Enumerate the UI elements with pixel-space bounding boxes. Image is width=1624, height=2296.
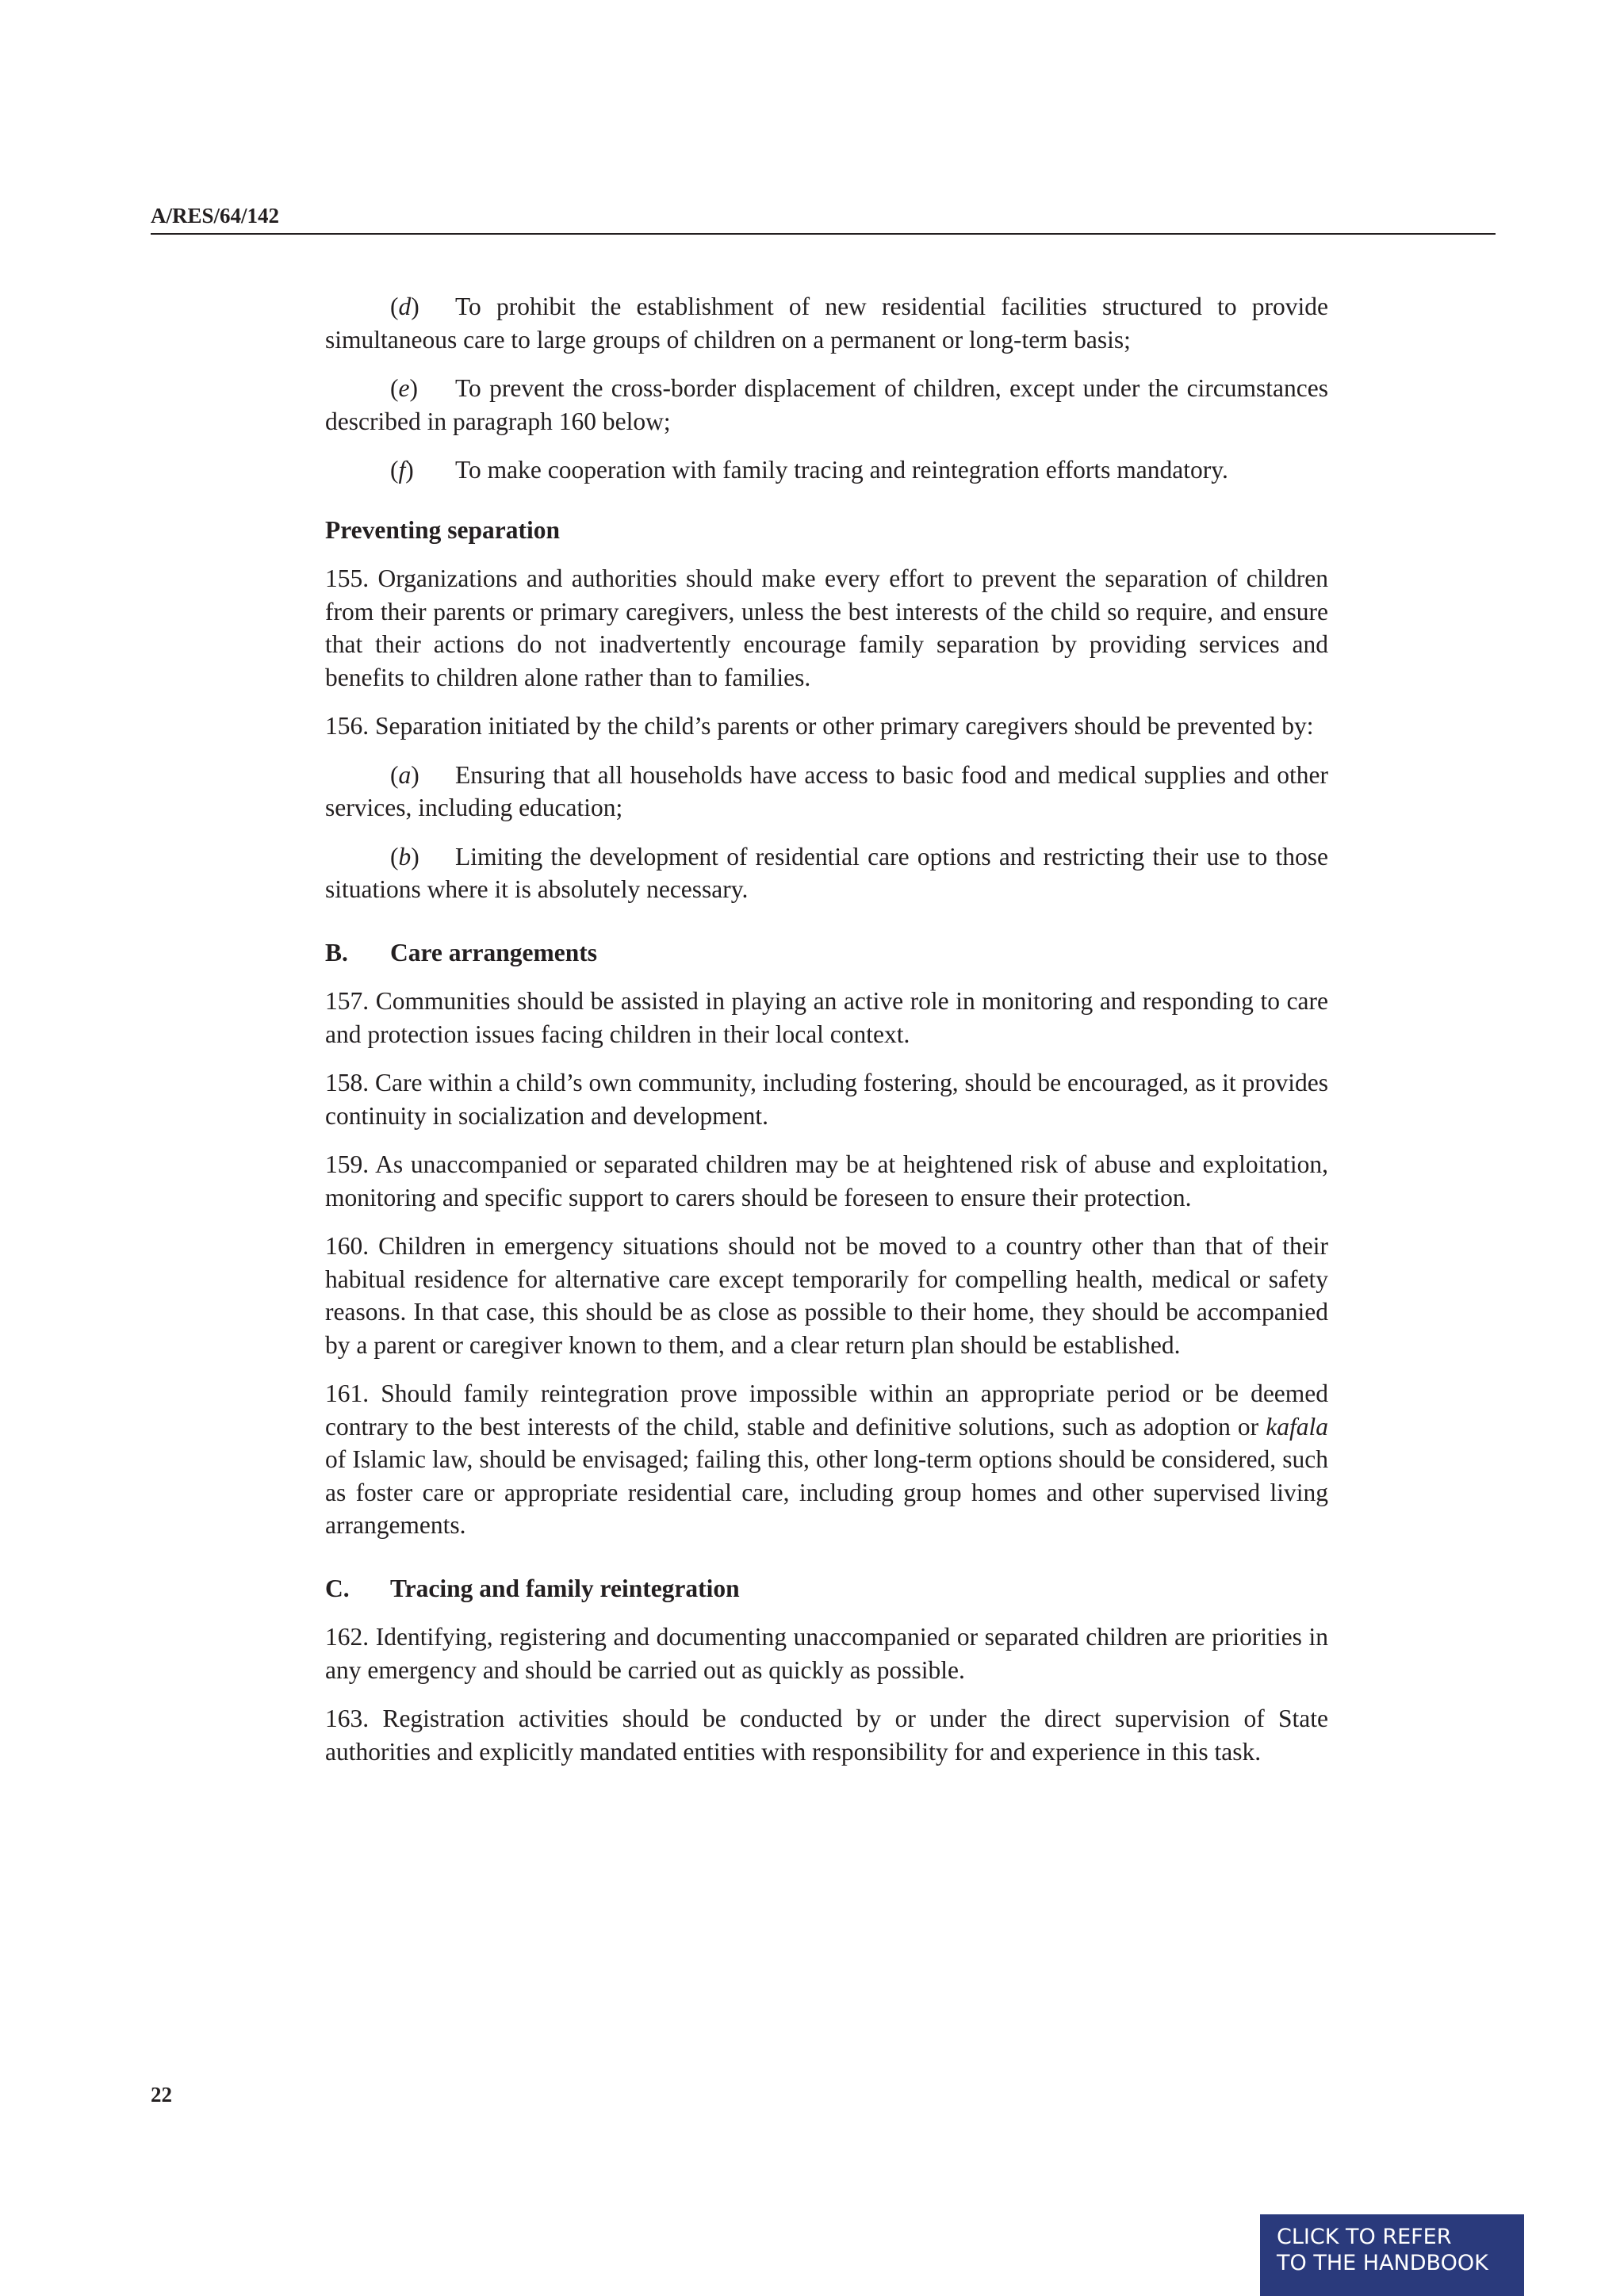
paragraph-163: 163. Registration activities should be conducted by or under the direct supervision of State authorities and explicitly mandated entities with responsibility for and experience in this task. — [325, 1705, 1329, 1766]
handbook-button-line2: TO THE HANDBOOK — [1277, 2251, 1488, 2275]
subparagraph-letter: (f) — [390, 456, 414, 484]
subparagraph-e: (e) To prevent the cross-border displacement of children, except under the circumstances described in paragraph 160 below; — [325, 372, 1328, 438]
subparagraph-letter: (a) — [390, 760, 419, 789]
paragraph-161: 161. Should family reintegration prove impossible within an appropriate period or be deemed contrary to the best interests of the child, stable and definitive solutions, such as adoption or kafala of Islamic law, should be envisaged; failing this, other long-term options should be considered, such as foster care or appropriate residential care, including group homes and other supervised living arrangements. — [325, 1380, 1329, 1539]
subparagraph-letter: (d) — [390, 293, 419, 320]
subparagraph-f: (f) To make cooperation with family tracing and reintegration efforts mandatory. — [325, 453, 1328, 487]
paragraph-162: 162. Identifying, registering and documenting unaccompanied or separated children are priorities in any emergency and should be carried out as quickly as possible. — [325, 1623, 1328, 1684]
paragraph-159: 159. As unaccompanied or separated children may be at heightened risk of abuse and exploitation, monitoring and specific support to carers should be foreseen to ensure their protection. — [325, 1150, 1329, 1211]
subparagraph-letter: (e) — [390, 374, 418, 402]
document-body — [325, 290, 1328, 1784]
paragraph-156: 156. Separation initiated by the child’s parents or other primary caregivers should be prevented by: — [325, 712, 1314, 740]
page-number: 22 — [151, 2083, 172, 2107]
paragraph-157: 157. Communities should be assisted in playing an active role in monitoring and responding to care and protection issues facing children in their local context. — [325, 987, 1328, 1048]
paragraph-158: 158. Care within a child’s own community, including fostering, should be encouraged, as it provides continuity in socialization and development. — [325, 1069, 1328, 1130]
subparagraph-156b: (b) Limiting the development of residential care options and restricting their use to those situations where it is absolutely necessary. — [325, 840, 1328, 906]
refer-to-handbook-button[interactable] — [1260, 2214, 1524, 2296]
section-heading-c: C. Tracing and family reintegration — [325, 1574, 740, 1602]
subparagraph-156a: (a) Ensuring that all households have access to basic food and medical supplies and other services, including education; — [325, 759, 1328, 825]
paragraph-155: 155. Organizations and authorities should make every effort to prevent the separation of children from their parents or primary caregivers, unless the best interests of the child so require, and ensure that their actions do not inadvertently encourage family separation by providing services and benefits to children alone rather than to families. — [325, 564, 1328, 691]
subparagraph-d: (d) To prohibit the establishment of new residential facilities structured to provide simultaneous care to large groups of children on a permanent or long-term basis; — [325, 290, 1328, 356]
section-heading-b: B. Care arrangements — [325, 938, 597, 966]
paragraph-160: 160. Children in emergency situations should not be moved to a country other than that of their habitual residence for alternative care except temporarily for compelling health, medical or safety reasons. In that case, this should be as close as possible to their home, they should be accompanied by a parent or caregiver known to them, and a clear return plan should be established. — [325, 1232, 1328, 1359]
header-rule — [151, 233, 1496, 235]
handbook-button-line1: CLICK TO REFER — [1277, 2225, 1452, 2249]
subparagraph-letter: (b) — [390, 842, 419, 871]
subheading-preventing-separation: Preventing separation — [325, 515, 561, 544]
italic-term: kafala — [1266, 1412, 1328, 1441]
document-symbol: A/RES/64/142 — [151, 204, 280, 228]
